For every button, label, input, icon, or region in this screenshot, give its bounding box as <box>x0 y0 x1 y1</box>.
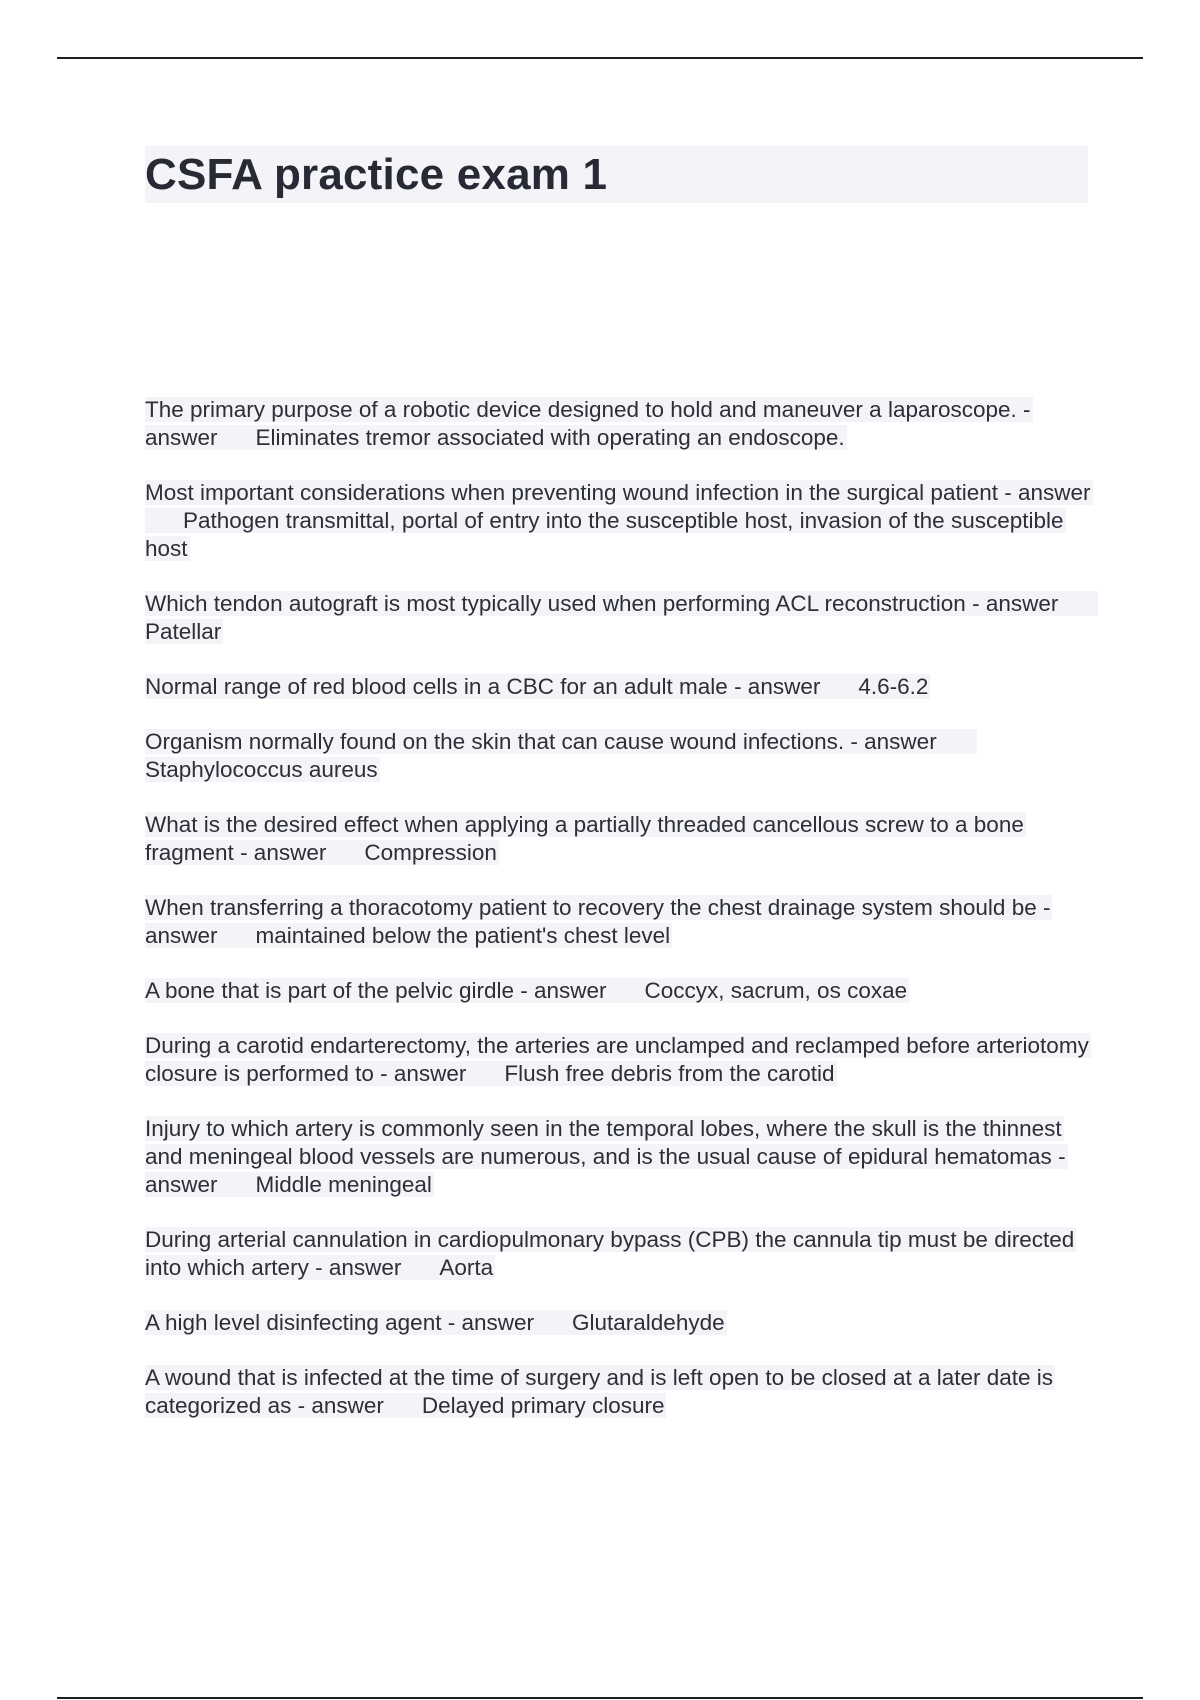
question-text: Most important considerations when preventing wound infection in the surgical patient <box>145 480 998 505</box>
answer-label: - answer <box>297 1393 384 1418</box>
answer-label: - answer <box>850 729 937 754</box>
top-divider <box>57 57 1143 59</box>
question-text: Injury to which artery is commonly seen in the temporal lobes, where the skull is the thinnest and meningeal blood vessels are numerous, and is the usual cause of epidural hematomas <box>145 1116 1062 1169</box>
answer-text: Glutaraldehyde <box>572 1310 725 1335</box>
question-text: A wound that is infected at the time of surgery and is left open to be closed at a later date is categorized as <box>145 1365 1054 1418</box>
qa-item <box>145 396 1105 452</box>
qa-item <box>145 673 1105 701</box>
question-text: A bone that is part of the pelvic girdle <box>145 978 514 1003</box>
answer-label: - answer <box>734 674 821 699</box>
question-text: Which tendon autograft is most typically used when performing ACL reconstruction <box>145 591 966 616</box>
answer-label: - answer <box>447 1310 535 1335</box>
question-text: During arterial cannulation in cardiopulmonary bypass (CPB) the cannula tip must be directed into which artery <box>145 1227 1075 1280</box>
question-text: The primary purpose of a robotic device designed to hold and maneuver a laparoscope. <box>145 397 1017 422</box>
bottom-divider <box>57 1697 1143 1699</box>
answer-label: - answer <box>315 1255 402 1280</box>
question-text: Organism normally found on the skin that can cause wound infections. <box>145 729 845 754</box>
question-text: A high level disinfecting agent <box>145 1310 442 1335</box>
answer-text: Delayed primary closure <box>421 1393 665 1418</box>
qa-item <box>145 1032 1105 1088</box>
answer-text: maintained below the patient's chest level <box>255 923 671 948</box>
answer-text: 4.6-6.2 <box>858 674 929 699</box>
answer-text: Eliminates tremor associated with operating an endoscope. <box>255 425 845 450</box>
qa-item <box>145 1364 1105 1420</box>
question-text: During a carotid endarterectomy, the arteries are unclamped and reclamped before arteriotomy closure is performed to <box>145 1033 1089 1086</box>
answer-label: - answer <box>145 895 1051 948</box>
answer-label: - answer <box>240 840 327 865</box>
qa-item <box>145 1226 1105 1282</box>
answer-text: Coccyx, sacrum, os coxae <box>644 978 908 1003</box>
qa-item <box>145 590 1105 646</box>
answer-label: - answer <box>145 1144 1066 1197</box>
qa-item <box>145 479 1105 563</box>
answer-text: Pathogen transmittal, portal of entry into the susceptible host, invasion of the susceptible host <box>145 508 1064 561</box>
answer-label: - answer <box>145 397 1031 450</box>
question-list <box>145 396 1105 1447</box>
qa-item <box>145 811 1105 867</box>
qa-item <box>145 1309 1105 1337</box>
qa-item <box>145 1115 1105 1199</box>
answer-text: Middle meningeal <box>255 1172 432 1197</box>
answer-text: Aorta <box>439 1255 494 1280</box>
qa-item <box>145 894 1105 950</box>
question-text: When transferring a thoracotomy patient to recovery the chest drainage system should be <box>145 895 1037 920</box>
question-text: What is the desired effect when applying a partially threaded cancellous screw to a bone fragment <box>145 812 1024 865</box>
answer-label: - answer <box>1004 480 1091 505</box>
answer-label: - answer <box>380 1061 467 1086</box>
answer-text: Flush free debris from the carotid <box>504 1061 835 1086</box>
answer-label: - answer <box>972 591 1059 616</box>
answer-text: Patellar <box>145 619 222 644</box>
answer-text: Staphylococcus aureus <box>145 757 378 782</box>
answer-text: Compression <box>364 840 497 865</box>
qa-item <box>145 728 1105 784</box>
qa-item <box>145 977 1105 1005</box>
question-text: Normal range of red blood cells in a CBC for an adult male <box>145 674 728 699</box>
page-title: CSFA practice exam 1 <box>145 150 608 199</box>
answer-label: - answer <box>520 978 607 1003</box>
